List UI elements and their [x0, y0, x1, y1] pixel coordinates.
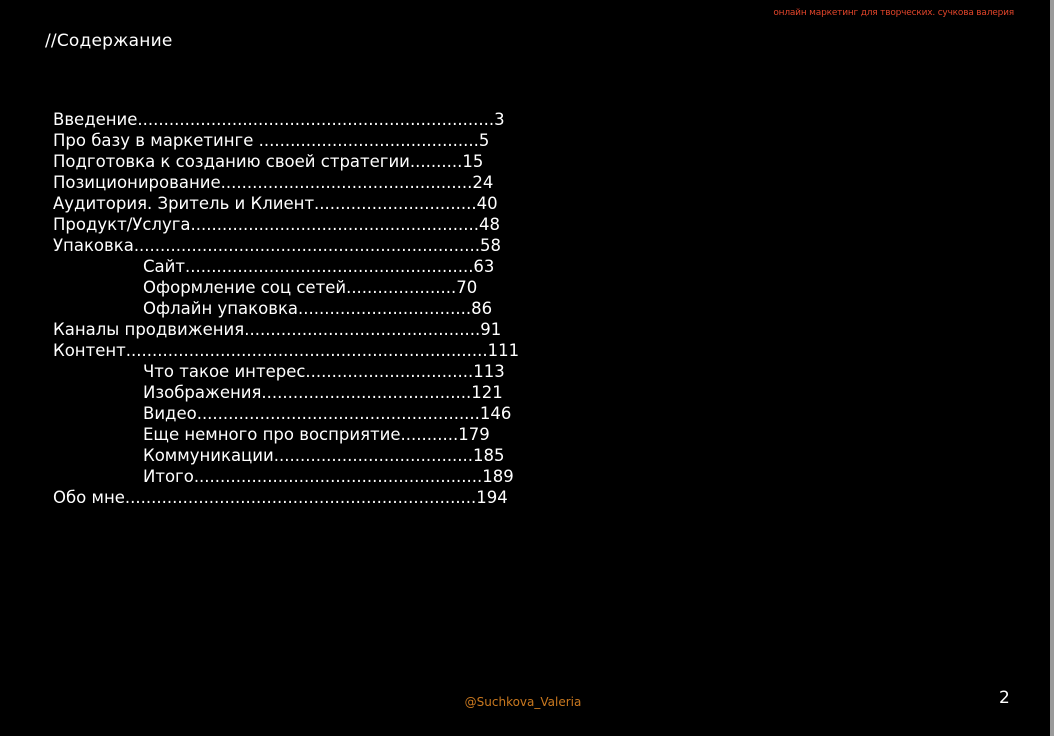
- toc-entry: Каналы продвижения.............................................91: [53, 320, 502, 339]
- author-handle: @Suchkova_Valeria: [464, 695, 582, 709]
- page-number: 2: [999, 688, 1010, 708]
- toc-entry: Аудитория. Зритель и Клиент...............................40: [53, 194, 498, 213]
- toc-entry: Введение....................................................................3: [53, 110, 505, 129]
- header-note: онлайн маркетинг для творческих. сучкова валерия: [773, 8, 1014, 18]
- toc-entry: Про базу в маркетинге ..........................................5: [53, 131, 490, 150]
- toc-subentry: Еще немного про восприятие...........179: [143, 425, 490, 444]
- toc-subentry: Офлайн упаковка.................................86: [143, 299, 493, 318]
- toc-subentry: Сайт.......................................................63: [143, 257, 495, 276]
- toc-entry: Контент.....................................................................111: [53, 341, 520, 360]
- page-title: //Содержание: [45, 31, 173, 51]
- toc-subentry: Видео......................................................146: [143, 404, 512, 423]
- toc-subentry: Итого.......................................................189: [143, 467, 514, 486]
- toc-entry: Позиционирование................................................24: [53, 173, 494, 192]
- toc-subentry: Что такое интерес................................113: [143, 362, 505, 381]
- toc-subentry: Оформление соц сетей.....................70: [143, 278, 478, 297]
- toc-subentry: Коммуникации......................................185: [143, 446, 505, 465]
- page-edge: [1050, 0, 1054, 736]
- toc-entry: Упаковка..................................................................58: [53, 236, 501, 255]
- toc-entry: Продукт/Услуга.......................................................48: [53, 215, 500, 234]
- toc-entry: Обо мне...................................................................194: [53, 488, 508, 507]
- toc-subentry: Изображения........................................121: [143, 383, 503, 402]
- toc-entry: Подготовка к созданию своей стратегии..........15: [53, 152, 484, 171]
